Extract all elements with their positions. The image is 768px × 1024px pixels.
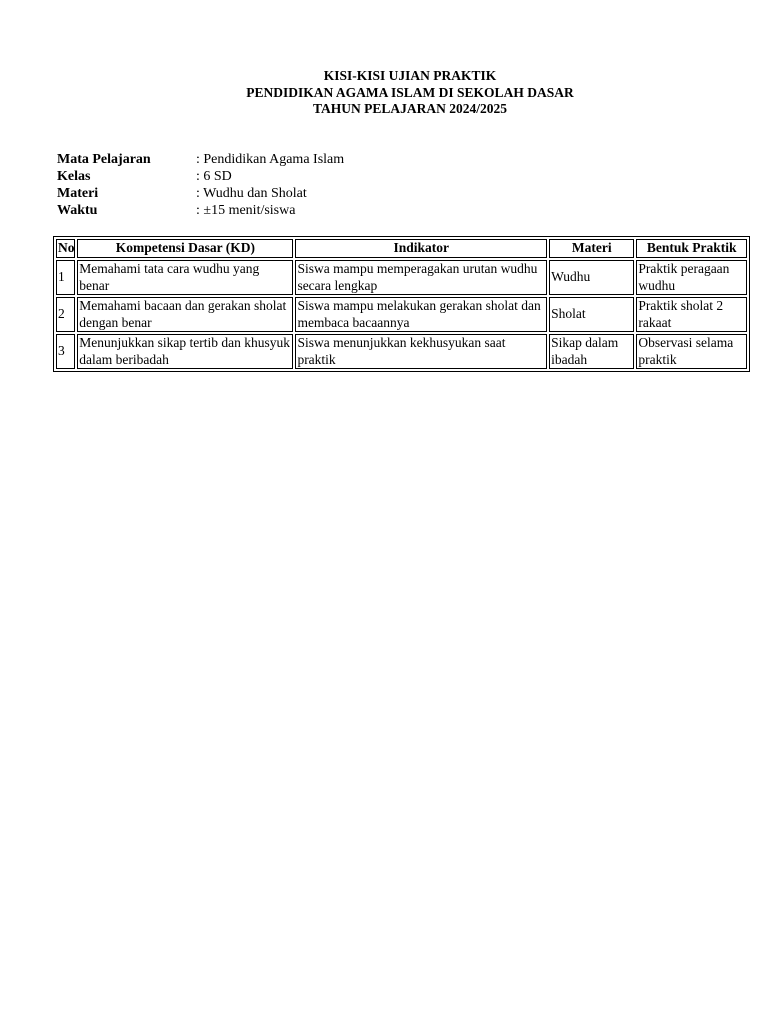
document-subtitle: PENDIDIKAN AGAMA ISLAM DI SEKOLAH DASAR bbox=[246, 84, 574, 100]
kelas-value: : 6 SD bbox=[196, 169, 232, 184]
cell-no: 3 bbox=[56, 334, 75, 369]
header-bentuk-praktik: Bentuk Praktik bbox=[636, 239, 747, 258]
mapel-value: : Pendidikan Agama Islam bbox=[196, 152, 345, 167]
table-row bbox=[56, 297, 747, 332]
kelas-label: Kelas bbox=[57, 169, 91, 184]
waktu-value: : ±15 menit/siswa bbox=[196, 203, 296, 218]
table-row bbox=[56, 260, 747, 295]
cell-indikator: Siswa menunjukkan kekhusyukan saat praktik bbox=[295, 334, 547, 369]
cell-bentuk-praktik: Observasi selama praktik bbox=[636, 334, 747, 369]
mapel-label: Mata Pelajaran bbox=[57, 152, 151, 167]
kisi-kisi-table bbox=[53, 236, 750, 372]
document-academic-year: TAHUN PELAJARAN 2024/2025 bbox=[312, 101, 507, 116]
cell-bentuk-praktik: Praktik sholat 2 rakaat bbox=[636, 297, 747, 332]
cell-materi: Sholat bbox=[549, 297, 634, 332]
header-indikator: Indikator bbox=[295, 239, 547, 258]
document-title: KISI-KISI UJIAN PRAKTIK bbox=[323, 68, 497, 83]
cell-materi: Sikap dalam ibadah bbox=[549, 334, 634, 369]
cell-kd: Memahami bacaan dan gerakan sholat dengan benar bbox=[77, 297, 293, 332]
info-row-kelas bbox=[57, 168, 344, 185]
cell-materi: Wudhu bbox=[549, 260, 634, 295]
exam-info bbox=[57, 151, 344, 219]
cell-indikator: Siswa mampu melakukan gerakan sholat dan membaca bacaannya bbox=[295, 297, 547, 332]
info-row-waktu bbox=[57, 202, 344, 219]
header-no: No bbox=[56, 239, 75, 258]
info-row-materi bbox=[57, 185, 344, 202]
header-kd: Kompetensi Dasar (KD) bbox=[77, 239, 293, 258]
info-row-mapel bbox=[57, 151, 344, 168]
table-header-row bbox=[56, 239, 747, 258]
cell-no: 1 bbox=[56, 260, 75, 295]
cell-bentuk-praktik: Praktik peragaan wudhu bbox=[636, 260, 747, 295]
materi-value: : Wudhu dan Sholat bbox=[196, 186, 307, 201]
table-row bbox=[56, 334, 747, 369]
document-title-block bbox=[0, 68, 768, 118]
header-materi: Materi bbox=[549, 239, 634, 258]
waktu-label: Waktu bbox=[57, 203, 98, 218]
materi-label: Materi bbox=[57, 186, 99, 201]
cell-indikator: Siswa mampu memperagakan urutan wudhu secara lengkap bbox=[295, 260, 547, 295]
cell-kd: Menunjukkan sikap tertib dan khusyuk dalam beribadah bbox=[77, 334, 293, 369]
cell-no: 2 bbox=[56, 297, 75, 332]
cell-kd: Memahami tata cara wudhu yang benar bbox=[77, 260, 293, 295]
